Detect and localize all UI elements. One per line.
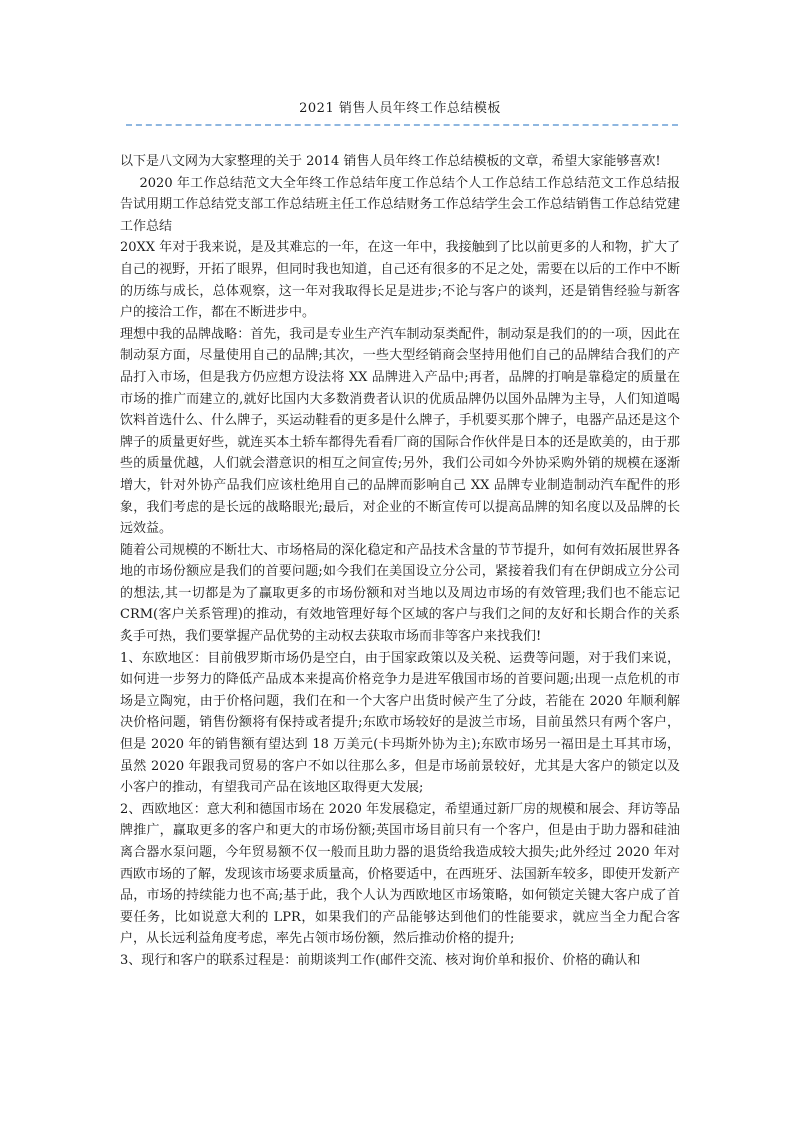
body-paragraph: 2、西欧地区：意大利和德国市场在 2020 年发展稳定，希望通过新厂房的规模和展会、拜访等品牌推广，赢取更多的客户和更大的市场份额;英国市场目前只有一个客户，但是由于助力器和硅油离合器水泵问题，今年贸易额不仅一般而且助力器的退货给我造成较大损失;此外经过 2020 年对西欧市场的了解，发现该市场要求质量高，价格要适中，在西班牙、法国新车较多，即使开发新产品，市场的持续能力也不高;基于此，我个人认为西欧地区市场策略，如何锁定关键大客户成了首要任务，比如说意大利的 LPR，如果我们的产品能够达到他们的性能要求，就应当全力配合客户，从长远利益角度考虑，率先占领市场份额，然后推动价格的提升;: [120, 801, 680, 947]
document-title: 2021 销售人员年终工作总结模板: [299, 101, 501, 116]
body-paragraph: 20XX 年对于我来说，是及其难忘的一年，在这一年中，我接触到了比以前更多的人和物，扩大了自己的视野，开拓了眼界，但同时我也知道，自己还有很多的不足之处，需要在以后的工作中不断的历练与成长，总体观察，这一年对我取得长足是进步;不论与客户的谈判，还是销售经验与新客户的接洽工作，都在不断进步中。: [120, 240, 680, 321]
body-paragraph: 随着公司规模的不断壮大、市场格局的深化稳定和产品技术含量的节节提升，如何有效拓展世界各地的市场份额应是我们的首要问题;如今我们在美国设立分公司，紧接着我们有在伊朗成立分公司的想法,其一切都是为了赢取更多的市场份额和对当地以及周边市场的有效管理;我们也不能忘记 CRM(客户关系管理)的推动，有效地管理好每个区域的客户与我们之间的友好和长期合作的关系炙手可热，我们要掌握产品优势的主动权去获取市场而非等客户来找我们!: [120, 542, 680, 645]
body-paragraph: 3、现行和客户的联系过程是：前期谈判工作(邮件交流、核对询价单和报价、价格的确认和: [120, 952, 641, 968]
body-paragraph: 理想中我的品牌战略：首先，我司是专业生产汽车制动泵类配件，制动泵是我们的的一项，因此在制动泵方面，尽量使用自己的品牌;其次，一些大型经销商会坚持用他们自己的品牌结合我们的产品打入市场，但是我方仍应想方设法将 XX 品牌进入产品中;再者，品牌的打响是靠稳定的质量在市场的推广而建立的,就好比国内大多数消费者认识的优质品牌仍以国外品牌为主导，人们知道喝饮料首选什么、什么牌子，买运动鞋看的更多是什么牌子，手机要买那个牌子，电器产品还是这个牌子的质量更好些，就连买本土轿车都得先看看厂商的国际合作伙伴是日本的还是欧美的，由于那些的质量优越，人们就会潜意识的相互之间宣传;另外，我们公司如今外协采购外销的规模在逐渐增大，针对外协产品我们应该杜绝用自己的品牌而影响自己 XX 品牌专业制造制动汽车配件的形象，我们考虑的是长远的战略眼光;最后，对企业的不断宣传可以提高品牌的知名度以及品牌的长远效益。: [120, 326, 680, 537]
document-body: [120, 151, 680, 972]
keywords-paragraph: 2020 年工作总结范文大全年终工作总结年度工作总结个人工作总结工作总结范文工作总结报告试用期工作总结党支部工作总结班主任工作总结财务工作总结学生会工作总结销售工作总结党建工作总结: [120, 175, 680, 234]
body-paragraph: 1、东欧地区：目前俄罗斯市场仍是空白，由于国家政策以及关税、运费等问题，对于我们来说，如何进一步努力的降低产品成本来提高价格竞争力是进军俄国市场的首要问题;出现一点危机的市场是立陶宛，由于价格问题，我们在和一个大客户出货时候产生了分歧，若能在 2020 年顺利解决价格问题，销售份额将有保持或者提升;东欧市场较好的是波兰市场，目前虽然只有两个客户，但是 2020 年的销售额有望达到 18 万美元(卡玛斯外协为主);东欧市场另一福田是土耳其市场，虽然 2020 年跟我司贸易的客户不如以往那么多，但是市场前景较好，尤其是大客户的锁定以及小客户的推动，有望我司产品在该地区取得更大发展;: [120, 650, 680, 796]
title-divider: [126, 124, 678, 126]
intro-paragraph: 以下是八文网为大家整理的关于 2014 销售人员年终工作总结模板的文章，希望大家能够喜欢!: [120, 154, 661, 169]
